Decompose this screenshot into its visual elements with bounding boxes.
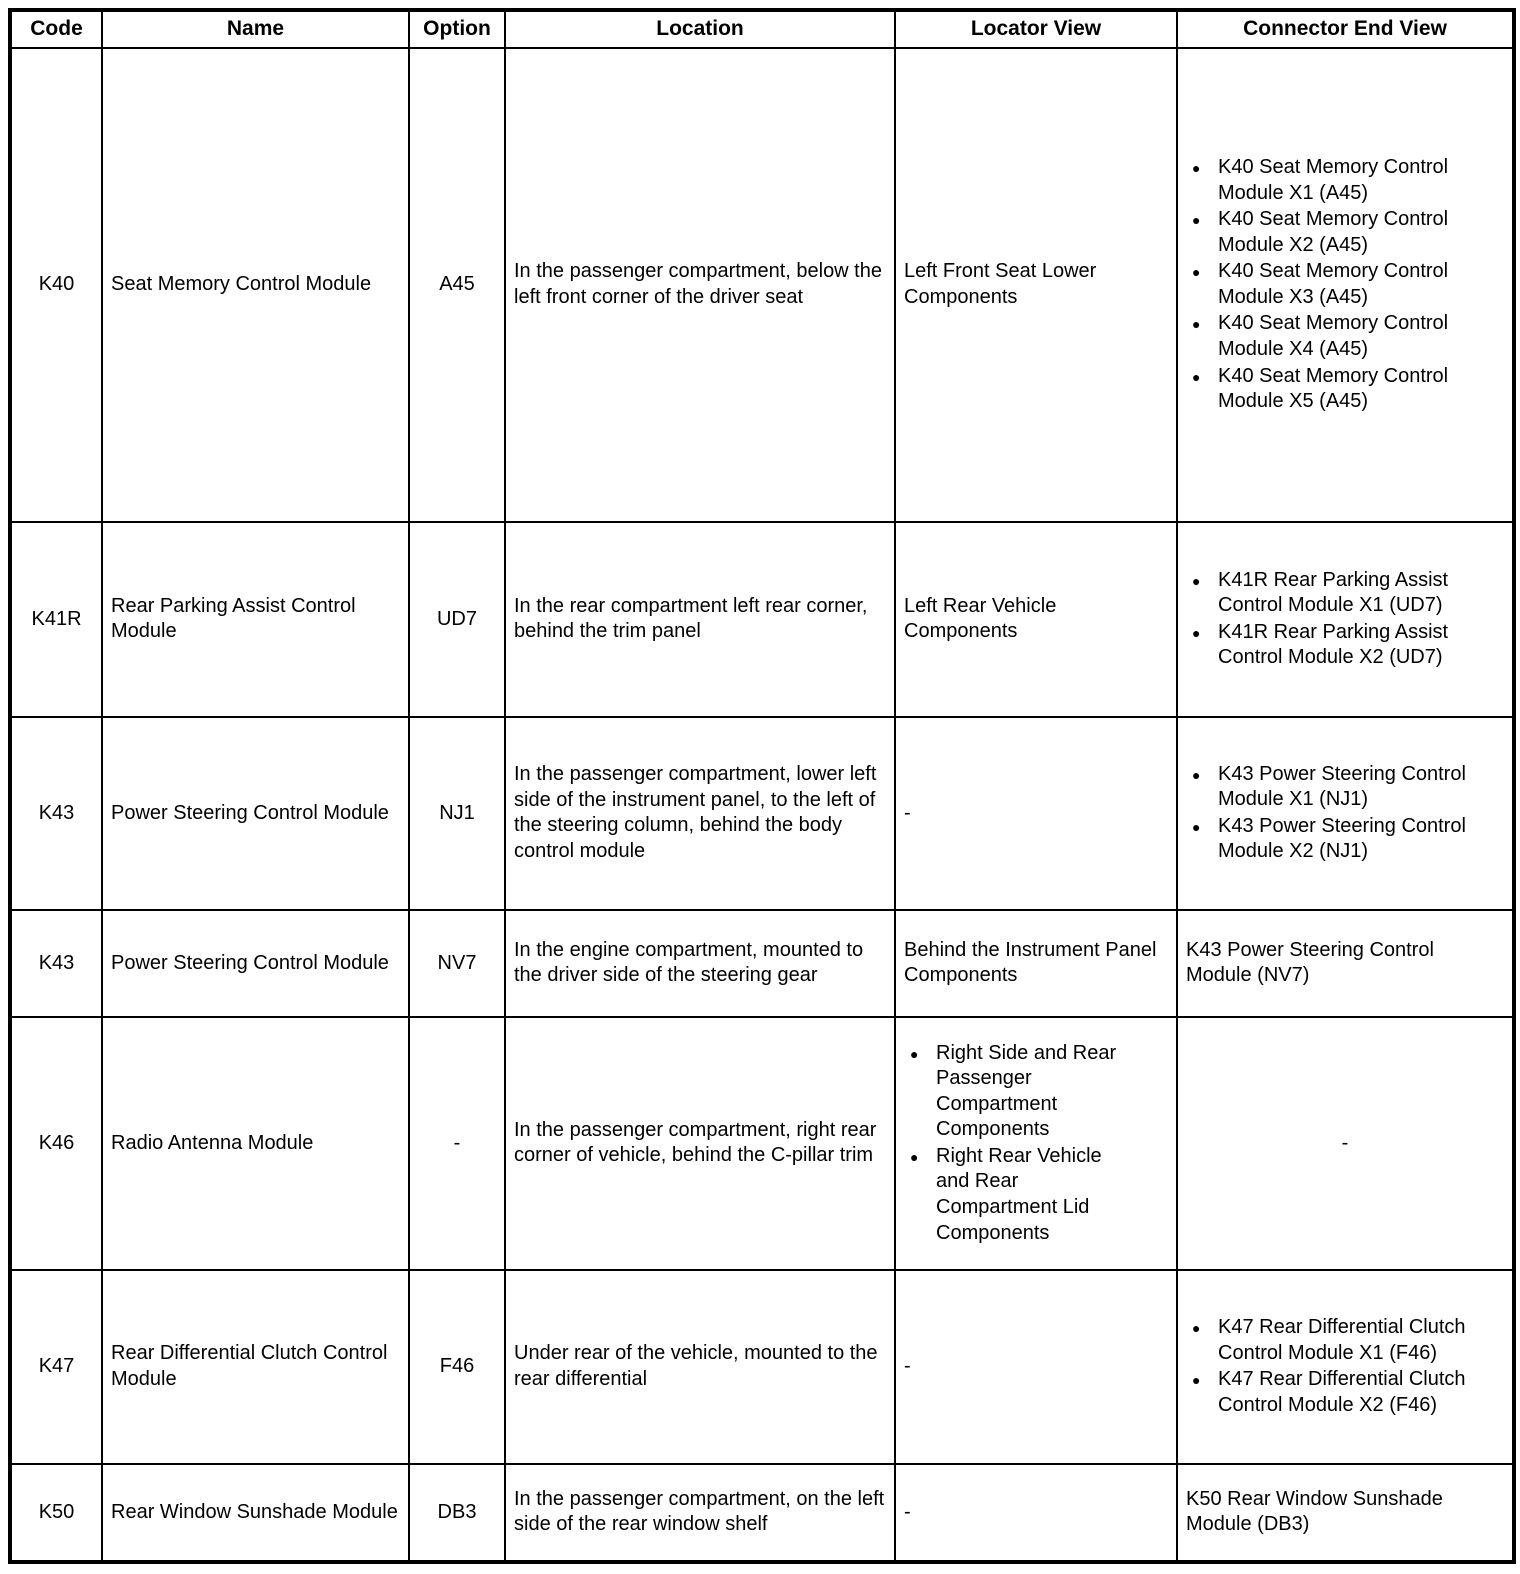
cell-text: K50 Rear Window Sunshade Module (DB3) [1186, 1487, 1443, 1536]
cell-locator-view [895, 1464, 1177, 1562]
bullet-text: K47 Rear Differential Clutch Control Module X1 (F46) [1218, 1316, 1466, 1364]
table-row [10, 48, 1514, 522]
cell-location: In the passenger compartment, below the left front corner of the driver seat [505, 48, 895, 522]
cell-option: UD7 [409, 522, 505, 717]
bullet-icon: ● [1192, 159, 1201, 176]
bullet-text: K43 Power Steering Control Module X2 (NJ1) [1218, 814, 1466, 863]
bullet-item [1186, 207, 1468, 258]
table-row [10, 717, 1514, 910]
table-row [10, 1464, 1514, 1562]
module-location-table [8, 8, 1516, 1564]
cell-connector-end-view [1177, 717, 1514, 910]
bullet-item [904, 1144, 1132, 1246]
cell-code: K46 [10, 1017, 102, 1270]
bullet-list [1186, 1315, 1504, 1418]
table-row [10, 1017, 1514, 1270]
cell-connector-end-view [1177, 48, 1514, 522]
bullet-list [1186, 568, 1504, 671]
bullet-icon: ● [1192, 212, 1201, 229]
bullet-list [1186, 155, 1504, 415]
column-header-connector-end-view: Connector End View [1177, 10, 1514, 48]
bullet-item [1186, 620, 1468, 671]
cell-name: Seat Memory Control Module [102, 48, 409, 522]
cell-code: K41R [10, 522, 102, 717]
cell-text: Left Rear Vehicle Components [904, 594, 1057, 643]
cell-option: - [409, 1017, 505, 1270]
cell-connector-end-view [1177, 910, 1514, 1017]
cell-connector-end-view [1177, 522, 1514, 717]
bullet-item [1186, 814, 1468, 865]
cell-connector-end-view [1177, 1270, 1514, 1464]
cell-text: - [904, 801, 911, 824]
cell-name: Power Steering Control Module [102, 717, 409, 910]
bullet-icon: ● [910, 1045, 919, 1062]
bullet-item [1186, 364, 1468, 415]
bullet-icon: ● [1192, 572, 1201, 589]
bullet-text: K40 Seat Memory Control Module X1 (A45) [1218, 155, 1449, 204]
header-row [10, 10, 1514, 48]
bullet-icon: ● [1192, 368, 1201, 385]
column-header-name: Name [102, 10, 409, 48]
cell-name: Rear Differential Clutch Control Module [102, 1270, 409, 1464]
column-header-option: Option [409, 10, 505, 48]
bullet-icon: ● [1192, 624, 1201, 641]
bullet-text: K40 Seat Memory Control Module X3 (A45) [1218, 260, 1449, 308]
cell-name: Radio Antenna Module [102, 1017, 409, 1270]
column-header-code: Code [10, 10, 102, 48]
bullet-text: K40 Seat Memory Control Module X2 (A45) [1218, 208, 1449, 256]
cell-text: Behind the Instrument Panel Components [904, 938, 1157, 987]
cell-option: F46 [409, 1270, 505, 1464]
cell-locator-view [895, 1270, 1177, 1464]
cell-text: - [904, 1500, 911, 1523]
bullet-icon: ● [910, 1148, 919, 1165]
cell-locator-view [895, 522, 1177, 717]
cell-location: Under rear of the vehicle, mounted to the rear differential [505, 1270, 895, 1464]
bullet-item [1186, 259, 1468, 310]
cell-text: Left Front Seat Lower Components [904, 260, 1097, 308]
cell-location: In the passenger compartment, right rear corner of vehicle, behind the C-pillar trim [505, 1017, 895, 1270]
column-header-locator-view: Locator View [895, 10, 1177, 48]
bullet-item [1186, 568, 1468, 619]
table-row [10, 910, 1514, 1017]
cell-location: In the passenger compartment, lower left side of the instrument panel, to the left of the steering column, behind the body control module [505, 717, 895, 910]
cell-location: In the passenger compartment, on the left side of the rear window shelf [505, 1464, 895, 1562]
cell-code: K43 [10, 717, 102, 910]
cell-connector-end-view [1177, 1464, 1514, 1562]
cell-option: NV7 [409, 910, 505, 1017]
cell-option: NJ1 [409, 717, 505, 910]
bullet-list [1186, 762, 1504, 865]
cell-code: K43 [10, 910, 102, 1017]
cell-option: A45 [409, 48, 505, 522]
bullet-text: Right Rear Vehicle and Rear Compartment Lid Components [936, 1144, 1102, 1244]
bullet-icon: ● [1192, 1372, 1201, 1389]
bullet-item [1186, 1367, 1468, 1418]
bullet-icon: ● [1192, 1320, 1201, 1337]
table-header [10, 10, 1514, 48]
bullet-icon: ● [1192, 316, 1201, 333]
bullet-text: K41R Rear Parking Assist Control Module X1 (UD7) [1218, 568, 1449, 617]
cell-code: K50 [10, 1464, 102, 1562]
table-body [10, 48, 1514, 1562]
cell-text: - [1341, 1131, 1349, 1154]
cell-name: Rear Window Sunshade Module [102, 1464, 409, 1562]
cell-location: In the engine compartment, mounted to the driver side of the steering gear [505, 910, 895, 1017]
bullet-text: K40 Seat Memory Control Module X4 (A45) [1218, 312, 1449, 361]
table-row [10, 1270, 1514, 1464]
bullet-item [1186, 155, 1468, 206]
bullet-item [1186, 1315, 1468, 1366]
bullet-icon: ● [1192, 818, 1201, 835]
cell-locator-view [895, 910, 1177, 1017]
column-header-location: Location [505, 10, 895, 48]
cell-locator-view [895, 48, 1177, 522]
bullet-item [1186, 762, 1468, 813]
bullet-icon: ● [1192, 766, 1201, 783]
table-row [10, 522, 1514, 717]
cell-locator-view [895, 717, 1177, 910]
bullet-text: K47 Rear Differential Clutch Control Module X2 (F46) [1218, 1368, 1466, 1416]
cell-connector-end-view [1177, 1017, 1514, 1270]
cell-name: Power Steering Control Module [102, 910, 409, 1017]
bullet-item [904, 1041, 1132, 1143]
cell-text: - [904, 1355, 911, 1378]
cell-text: K43 Power Steering Control Module (NV7) [1186, 938, 1434, 987]
bullet-item [1186, 311, 1468, 362]
cell-location: In the rear compartment left rear corner, behind the trim panel [505, 522, 895, 717]
bullet-text: K41R Rear Parking Assist Control Module X2 (UD7) [1218, 620, 1449, 669]
bullet-icon: ● [1192, 264, 1201, 281]
bullet-text: K40 Seat Memory Control Module X5 (A45) [1218, 364, 1449, 413]
cell-name: Rear Parking Assist Control Module [102, 522, 409, 717]
bullet-text: Right Side and Rear Passenger Compartment Components [936, 1041, 1117, 1141]
cell-code: K40 [10, 48, 102, 522]
cell-locator-view [895, 1017, 1177, 1270]
cell-code: K47 [10, 1270, 102, 1464]
bullet-list [904, 1041, 1168, 1247]
bullet-text: K43 Power Steering Control Module X1 (NJ1) [1218, 762, 1466, 811]
cell-option: DB3 [409, 1464, 505, 1562]
